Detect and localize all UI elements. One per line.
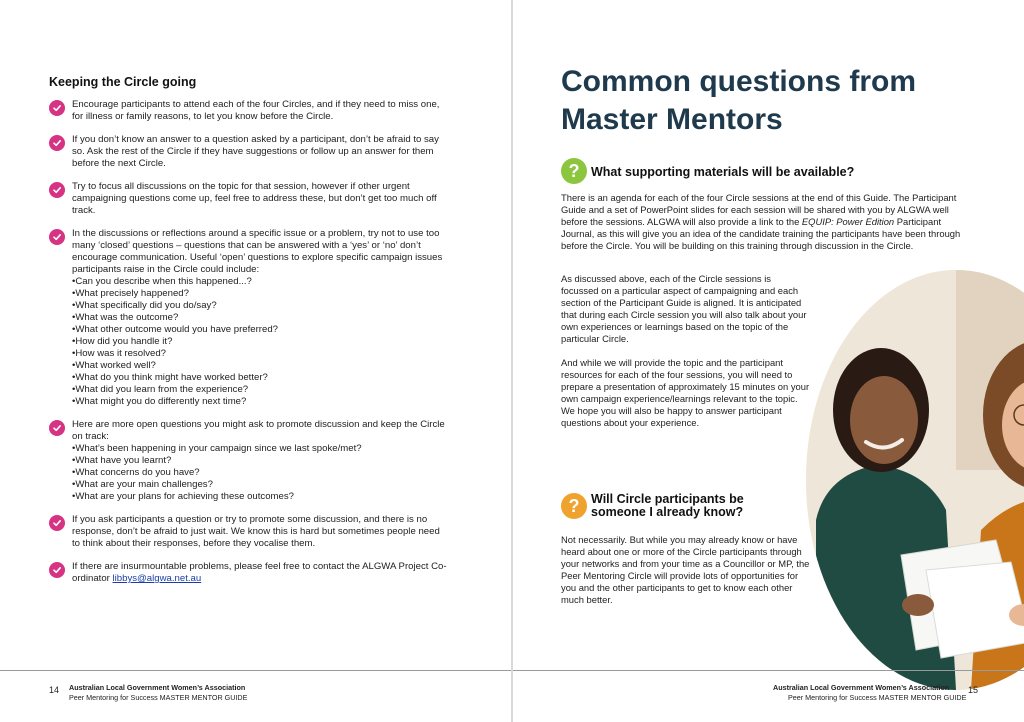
bullet-item: • What other outcome would you have preferred? bbox=[72, 324, 449, 336]
list-item-text: Try to focus all discussions on the topic for that session, however if other urgent campaigning questions come up, feel free to address these, but don’t get too much off track. bbox=[72, 181, 437, 216]
list-item bbox=[49, 181, 449, 217]
footer-org: Australian Local Government Women’s Association bbox=[69, 683, 246, 692]
question-1-heading bbox=[561, 158, 961, 184]
list-item-text: Here are more open questions you might ask to promote discussion and keep the Circle on track: bbox=[72, 419, 445, 442]
list-item-text: Encourage participants to attend each of the four Circles, and if they need to miss one, for illness or family reasons, to let you know before the Circle. bbox=[72, 99, 440, 122]
list-item bbox=[49, 514, 449, 550]
page-title: Common questions from Master Mentors bbox=[561, 65, 917, 136]
photo-illustration bbox=[806, 270, 1024, 690]
list-item-text: If you ask participants a question or try to promote some discussion, and there is no response, don’t be afraid to just wait. We know this is hard but sometimes people need to think about their responses, before they vocalise them. bbox=[72, 514, 440, 549]
list-item-text: If you don’t know an answer to a question asked by a participant, don’t be afraid to say so. Ask the rest of the Circle if they have suggestions or follow up an answer for them before the next Circle. bbox=[72, 134, 439, 169]
bullet-item: • What did you learn from the experience? bbox=[72, 384, 449, 396]
check-icon bbox=[49, 182, 65, 198]
bullet-item: • What’s been happening in your campaign since we last spoke/met? bbox=[72, 443, 449, 455]
list-item bbox=[49, 134, 449, 170]
bullet-item: • What might you do differently next time? bbox=[72, 396, 449, 408]
answer-1-paragraph-2: As discussed above, each of the Circle sessions is focussed on a particular aspect of campaigning and each section of the Participant Guide is aligned. It is anticipated that during each Circle session you will also talk about your own experiences or learnings based on the topic of the particular Circle. bbox=[561, 273, 807, 344]
bullet-item: • What specifically did you do/say? bbox=[72, 300, 449, 312]
open-questions-list bbox=[72, 276, 449, 408]
check-icon bbox=[49, 100, 65, 116]
question-mark-icon: ? bbox=[561, 493, 587, 519]
bullet-item: • What are your main challenges? bbox=[72, 479, 449, 491]
footer-org: Australian Local Government Women’s Association bbox=[773, 683, 950, 692]
bullet-item: • What worked well? bbox=[72, 360, 449, 372]
footer-rule bbox=[513, 670, 1024, 671]
check-icon bbox=[49, 420, 65, 436]
bullet-item: • What was the outcome? bbox=[72, 312, 449, 324]
list-item bbox=[49, 99, 449, 123]
mentors-photo bbox=[806, 270, 1024, 690]
bullet-item: • What precisely happened? bbox=[72, 288, 449, 300]
question-2-text: Will Circle participants be someone I already know? bbox=[591, 492, 744, 519]
list-item bbox=[49, 228, 449, 408]
list-item-text: If there are insurmountable problems, please feel free to contact the ALGWA Project Co-ordinator bbox=[72, 561, 447, 584]
question-mark-icon: ? bbox=[561, 158, 587, 184]
list-item-text: In the discussions or reflections around a specific issue or a problem, try not to use too many ‘closed’ questions – questions that can be answered with a ‘yes’ or ‘no’ don’t encourage communication. Useful ‘open’ questions to explore specific campaign issues participants raise in the Circle could include: bbox=[72, 228, 443, 275]
footer-guide: Peer Mentoring for Success MASTER MENTOR GUIDE bbox=[69, 693, 248, 702]
question-2-heading bbox=[561, 493, 801, 519]
question-1-text: What supporting materials will be available? bbox=[591, 165, 855, 179]
right-page bbox=[513, 0, 1024, 722]
answer-1-paragraph-3: And while we will provide the topic and the participant resources for each of the four sessions, you will need to prepare a presentation of approximately 15 minutes on your own campaign experience/learnings relevant to the topic. We hope you will also be happy to answer participant questions about your experience. bbox=[561, 357, 810, 428]
check-icon bbox=[49, 515, 65, 531]
bullet-item: • How was it resolved? bbox=[72, 348, 449, 360]
bullet-item: • What have you learnt? bbox=[72, 455, 449, 467]
more-questions-list bbox=[72, 443, 449, 503]
list-item bbox=[49, 561, 449, 585]
bullet-item: • What are your plans for achieving these outcomes? bbox=[72, 491, 449, 503]
bullet-item: • How did you handle it? bbox=[72, 336, 449, 348]
check-icon bbox=[49, 562, 65, 578]
coordinator-email-link[interactable]: libbys@algwa.net.au bbox=[112, 573, 202, 584]
bullet-item: • Can you describe when this happened...? bbox=[72, 276, 449, 288]
bullet-item: • What do you think might have worked better? bbox=[72, 372, 449, 384]
footer-rule bbox=[0, 670, 511, 671]
page-number: 15 bbox=[968, 685, 979, 695]
footer-guide: Peer Mentoring for Success MASTER MENTOR GUIDE bbox=[788, 693, 967, 702]
answer-1-paragraph-1: There is an agenda for each of the four Circle sessions at the end of this Guide. The Participant Guide and a set of PowerPoint slides for each session will be shared with you by ALGWA well before the sessions. ALGWA will also provide a link to the EQUIP: Power Edition Participant Journal, as this will give you an idea of the candidate training the participants have been through before the Circle. You will be building on this training through discussion in the Circle. bbox=[561, 192, 961, 251]
check-icon bbox=[49, 229, 65, 245]
section-heading: Keeping the Circle going bbox=[49, 75, 197, 89]
left-page bbox=[0, 0, 511, 722]
list-item bbox=[49, 419, 449, 503]
tips-list bbox=[49, 99, 449, 596]
check-icon bbox=[49, 135, 65, 151]
page-number: 14 bbox=[49, 685, 60, 695]
answer-2-paragraph: Not necessarily. But while you may already know or have heard about one or more of the Circle participants through your networks and from your time as a Councillor or MP, the Peer Mentoring Circle will provide lots of opportunities for you and the other participants to get to know each other much better. bbox=[561, 534, 810, 605]
bullet-item: • What concerns do you have? bbox=[72, 467, 449, 479]
